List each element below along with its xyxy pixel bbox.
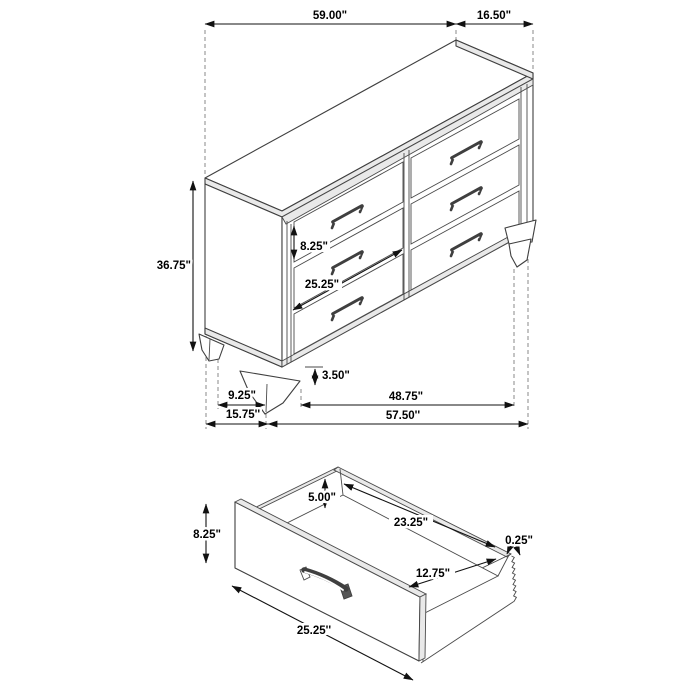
dim-label-height: 36.75" bbox=[156, 260, 191, 272]
dim-drawer-side-thickness bbox=[505, 535, 533, 555]
dovetail-joint bbox=[512, 556, 517, 602]
drawer-front-panel-side-band bbox=[419, 594, 426, 661]
dim-label-drawer-side-thickness: 0.25" bbox=[505, 535, 533, 547]
dim-label-foot-height: 3.50" bbox=[322, 370, 350, 382]
drawer-drawing bbox=[235, 467, 516, 663]
drawer-right-bottom-edge bbox=[421, 602, 514, 664]
dim-label-drawer-front-width: 25.25" bbox=[304, 279, 340, 291]
dim-label-top-width: 59.00" bbox=[312, 10, 348, 22]
dim-foot-span bbox=[301, 391, 514, 405]
dim-label-drawer-interior-length: 23.25" bbox=[393, 517, 429, 529]
dresser-figure bbox=[156, 10, 536, 429]
drawer-detail-figure bbox=[188, 467, 533, 680]
dim-label-base-width: 57.50'' bbox=[385, 410, 421, 422]
dim-height bbox=[156, 181, 193, 351]
dim-label-foot-span: 48.75" bbox=[388, 391, 424, 403]
dim-label-drawer-interior-width: 12.75" bbox=[415, 568, 451, 580]
dim-base-depth bbox=[206, 409, 268, 424]
dim-label-drawer-front-height: 8.25" bbox=[193, 529, 221, 541]
dim-label-drawer-front-width: 25.25'' bbox=[296, 625, 332, 637]
dim-label-base-depth: 15.75'' bbox=[225, 409, 261, 421]
dim-label-drawer-box-depth: 5.00" bbox=[308, 492, 336, 504]
dim-label-drawer-front-height: 8.25" bbox=[300, 241, 328, 253]
dim-base-width bbox=[268, 410, 528, 424]
dim-foot-height bbox=[305, 367, 351, 385]
dim-label-foot-setback: 9.25" bbox=[228, 390, 256, 402]
dim-top-depth bbox=[456, 10, 533, 24]
dim-label-top-depth: 16.50" bbox=[476, 10, 512, 22]
dim-drawer-front-height bbox=[188, 504, 225, 563]
dim-top-width bbox=[205, 10, 456, 24]
dresser-drawing bbox=[199, 40, 536, 414]
